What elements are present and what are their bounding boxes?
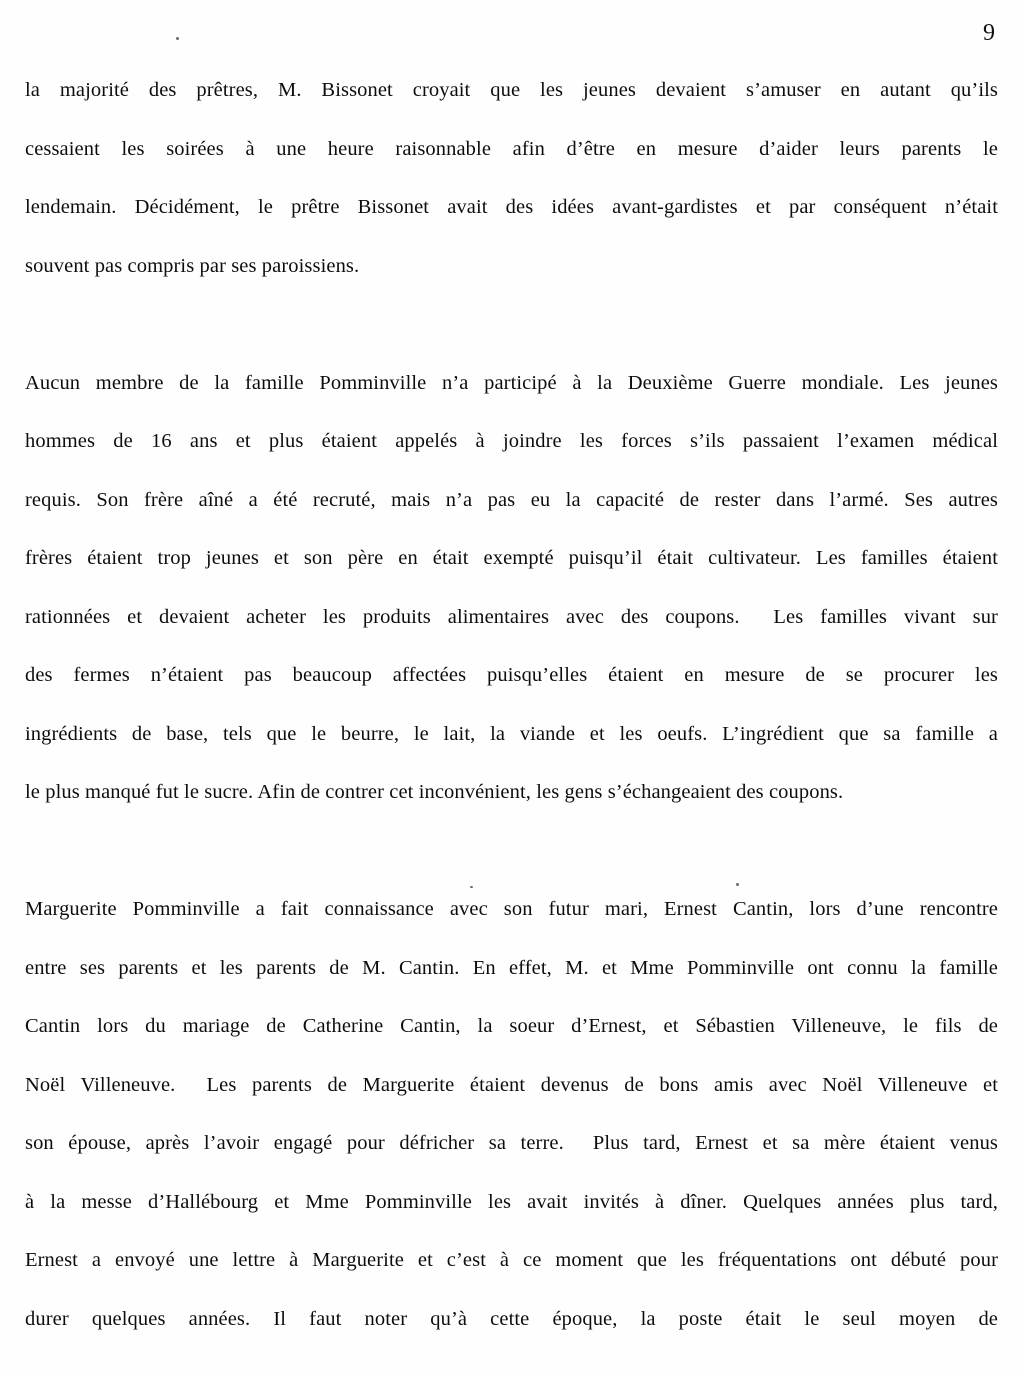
scan-speck	[176, 37, 179, 40]
text-line: lendemain. Décidément, le prêtre Bissonet avait des idées avant-gardistes et par conséquent n’était	[25, 196, 998, 218]
text-line: requis. Son frère aîné a été recruté, mais n’a pas eu la capacité de rester dans l’armé. Ses autres	[25, 488, 998, 511]
text-line: Aucun membre de la famille Pomminville n’a participé à la Deuxième Guerre mondiale. Les jeunes	[25, 371, 998, 394]
text-line: Noël Villeneuve. Les parents de Marguerite étaient devenus de bons amis avec Noël Villeneuve et	[25, 1073, 998, 1096]
text-line: la majorité des prêtres, M. Bissonet croyait que les jeunes devaient s’amuser en autant qu’ils	[25, 79, 998, 101]
scan-speck	[736, 883, 739, 886]
document-body	[25, 61, 998, 1376]
text-line: son épouse, après l’avoir engagé pour défricher sa terre. Plus tard, Ernest et sa mère étaient venus	[25, 1132, 998, 1154]
page-number: 9	[983, 20, 995, 46]
paragraph	[25, 61, 998, 295]
scan-speck	[470, 886, 473, 888]
text-line: Marguerite Pomminville a fait connaissance avec son futur mari, Ernest Cantin, lors d’une rencontre	[25, 898, 998, 920]
text-line: durer quelques années. Il faut noter qu’à cette époque, la poste était le seul moyen de	[25, 1307, 998, 1330]
text-line: cessaient les soirées à une heure raisonnable afin d’être en mesure d’aider leurs parents le	[25, 137, 998, 160]
text-line: le plus manqué fut le sucre. Afin de contrer cet inconvénient, les gens s’échangeaient des coupons.	[25, 781, 844, 803]
text-line: ingrédients de base, tels que le beurre, le lait, la viande et les oeufs. L’ingrédient que sa famille a	[25, 722, 998, 745]
text-line: frères étaient trop jeunes et son père en était exempté puisqu’il était cultivateur. Les familles étaient	[25, 547, 998, 569]
text-line: Ernest a envoyé une lettre à Marguerite et c’est à ce moment que les fréquentations ont débuté pour	[25, 1249, 998, 1271]
text-line: entre ses parents et les parents de M. Cantin. En effet, M. et Mme Pomminville ont connu la famille	[25, 956, 998, 979]
text-line: Cantin lors du mariage de Catherine Cantin, la soeur d’Ernest, et Sébastien Villeneuve, le fils de	[25, 1015, 998, 1037]
text-line: rationnées et devaient acheter les produits alimentaires avec des coupons. Les familles vivant sur	[25, 605, 998, 628]
text-line: à la messe d’Hallébourg et Mme Pomminville les avait invités à dîner. Quelques années plus tard,	[25, 1190, 998, 1213]
paragraph	[25, 880, 998, 1348]
text-line: des fermes n’étaient pas beaucoup affectées puisqu’elles étaient en mesure de se procurer les	[25, 664, 998, 686]
text-line: hommes de 16 ans et plus étaient appelés à joindre les forces s’ils passaient l’examen médical	[25, 430, 998, 452]
text-line: souvent pas compris par ses paroissiens.	[25, 254, 360, 277]
paragraph	[25, 354, 998, 822]
